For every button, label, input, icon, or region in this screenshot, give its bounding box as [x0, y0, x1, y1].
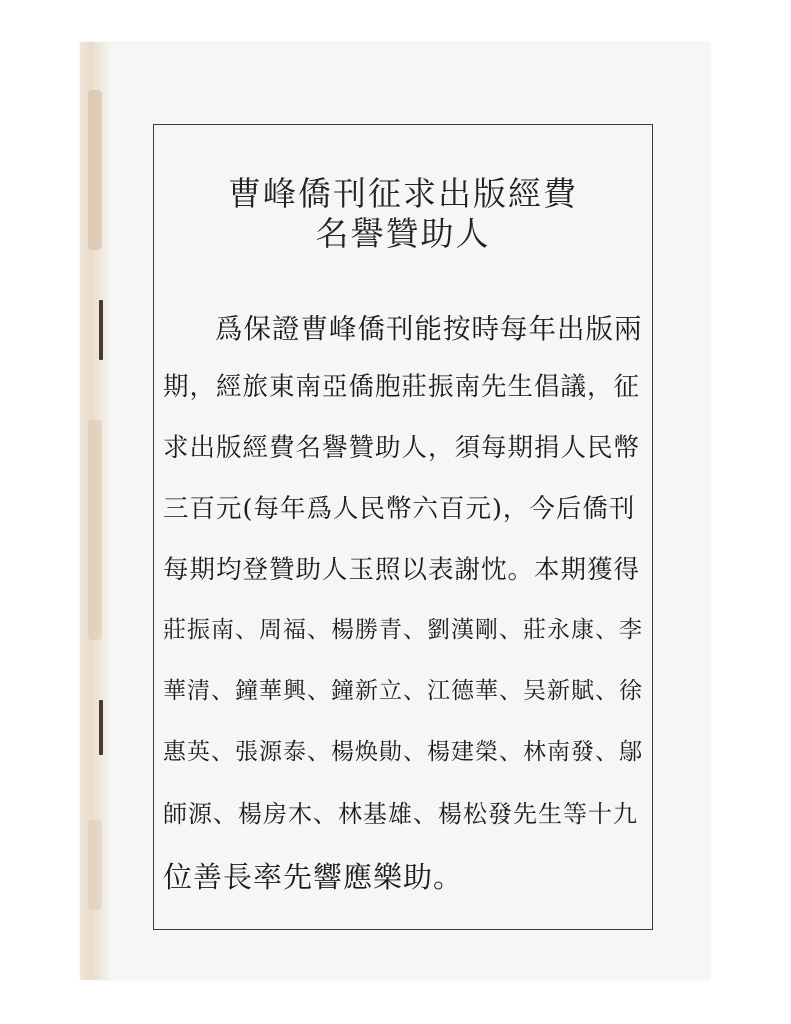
binding-staple	[99, 300, 103, 360]
spine-stain	[88, 90, 102, 250]
body-line: 莊振南、周福、楊勝青、劉漢剛、莊永康、李	[163, 617, 643, 643]
body-line: 求出版經費名譽贊助人，須每期捐人民幣	[163, 433, 641, 463]
body-line: 位善長率先響應樂助。	[163, 860, 464, 894]
body-line: 惠英、張源泰、楊焕勛、楊建榮、林南發、鄔	[163, 739, 643, 765]
body-line: 三百元(每年爲人民幣六百元)，今后僑刊	[163, 494, 636, 524]
body-line: 爲保證曹峰僑刊能按時每年出版兩	[215, 313, 643, 345]
body-line: 師源、楊房木、林基雄、楊松發先生等十九	[163, 800, 638, 828]
document-title-line-2: 名譽贊助人	[315, 214, 491, 253]
spine-stain	[88, 820, 102, 910]
document-title-line-1: 曹峰僑刊征求出版經費	[228, 174, 578, 213]
body-line: 期，經旅東南亞僑胞莊振南先生倡議，征	[163, 372, 641, 402]
binding-staple	[99, 700, 103, 755]
body-line: 每期均登贊助人玉照以表謝忱。本期獲得	[163, 555, 641, 585]
spine-stain	[88, 420, 102, 640]
body-line: 華清、鐘華興、鐘新立、江德華、吴新賦、徐	[163, 678, 643, 704]
